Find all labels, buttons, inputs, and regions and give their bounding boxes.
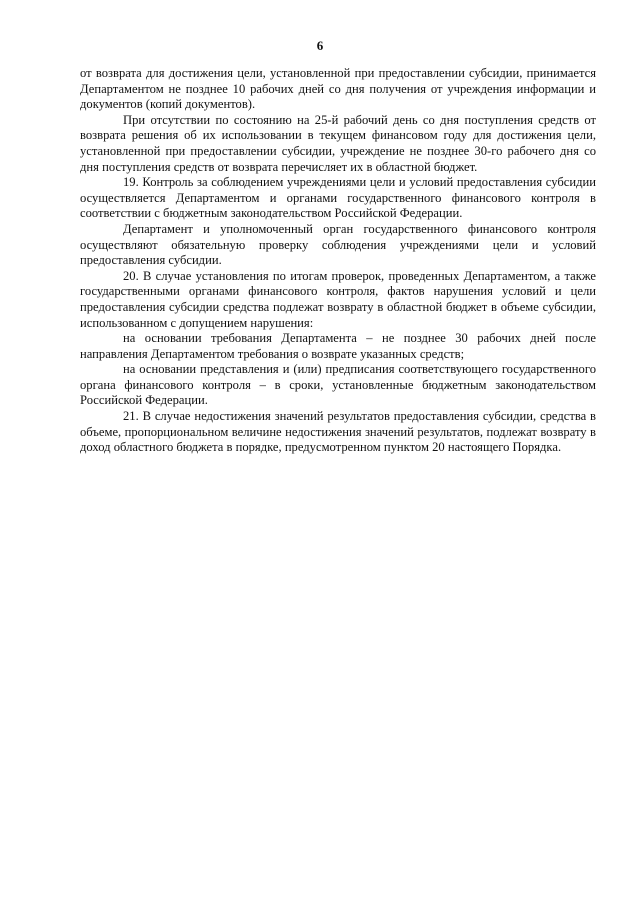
- paragraph-clause-19: 19. Контроль за соблюдением учреждениями цели и условий предоставления субсидии осуществляется Департаментом и органами государственного финансового контроля в соответствии с бюджетным законодательством Российской Федерации.: [80, 175, 596, 221]
- document-body: [80, 66, 596, 456]
- paragraph-clause-20: 20. В случае установления по итогам проверок, проведенных Департаментом, а также государственными органами финансового контроля, фактов нарушения условий и цели предоставления субсидии средства подлежат возврату в областной бюджет в объеме субсидии, использованном с допущением нарушения:: [80, 268, 596, 330]
- paragraph-list-item: на основании требования Департамента – не позднее 30 рабочих дней после направления Департаментом требования о возврате указанных средств;: [80, 331, 596, 361]
- page-number: 6: [316, 38, 324, 53]
- paragraph-clause-21: 21. В случае недостижения значений результатов предоставления субсидии, средства в объеме, пропорциональном величине недостижения значений результатов, подлежат возврату в доход областного бюджета в порядке, предусмотренном пунктом 20 настоящего Порядка.: [80, 409, 596, 455]
- paragraph: Департамент и уполномоченный орган государственного финансового контроля осуществляют обязательную проверку соблюдения учреждениями цели и условий предоставления субсидии.: [80, 221, 596, 268]
- paragraph-continuation: от возврата для достижения цели, установленной при предоставлении субсидии, принимается Департаментом не позднее 10 рабочих дней со дня получения от учреждения информации и документов (копий документов).: [80, 66, 596, 112]
- paragraph: При отсутствии по состоянию на 25-й рабочий день со дня поступления средств от возврата решения об их использовании в текущем финансовом году для достижения цели, установленной при предоставлении субсидии, учреждение не позднее 30-го рабочего дня со дня поступления средств от возврата перечисляет их в областной бюджет.: [80, 112, 596, 174]
- paragraph-list-item: на основании представления и (или) предписания соответствующего государственного органа финансового контроля – в сроки, установленные бюджетным законодательством Российской Федерации.: [80, 362, 596, 408]
